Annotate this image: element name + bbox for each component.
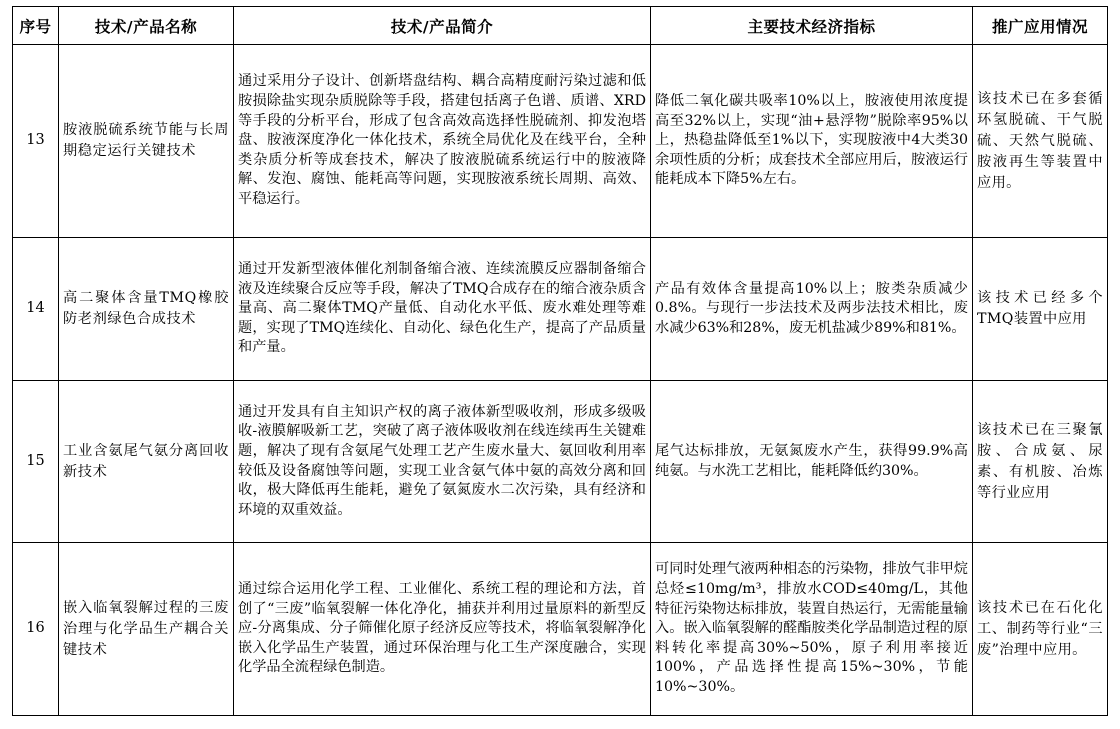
cell-name: 工业含氨尾气氨分离回收新技术 [59, 381, 234, 543]
cell-seq: 15 [13, 381, 59, 543]
table-row [13, 381, 1108, 543]
header-seq: 序号 [13, 7, 59, 45]
cell-seq: 16 [13, 543, 59, 716]
cell-usage: 该技术已在三聚氰胺、合成氨、尿素、有机胺、冶炼等行业应用 [973, 381, 1108, 543]
technology-table [12, 6, 1108, 716]
cell-name: 嵌入临氧裂解过程的三废治理与化学品生产耦合关键技术 [59, 543, 234, 716]
cell-usage: 该技术已经多个TMQ装置中应用 [973, 238, 1108, 381]
cell-usage: 该技术已在石化化工、制药等行业“三废”治理中应用。 [973, 543, 1108, 716]
cell-indicators: 产品有效体含量提高10%以上；胺类杂质减少0.8%。与现行一步法技术及两步法技术相比，废水减少63%和28%，废无机盐减少89%和81%。 [651, 238, 973, 381]
cell-intro: 通过采用分子设计、创新塔盘结构、耦合高精度耐污染过滤和低胺损除盐实现杂质脱除等手段，搭建包括离子色谱、质谱、XRD等手段的分析平台，形成了包含高效高选择性脱硫剂、抑发泡塔盘、胺液深度净化一体化技术，系统全局优化及在线平台，全种类杂质分析等成套技术，解决了胺液脱硫系统运行中的胺液降解、发泡、腐蚀、能耗高等问题，实现胺液系统长周期、高效、平稳运行。 [234, 45, 651, 238]
header-intro: 技术/产品简介 [234, 7, 651, 45]
cell-intro: 通过开发具有自主知识产权的离子液体新型吸收剂，形成多级吸收-液膜解吸新工艺，突破了离子液体吸收剂在线连续再生关键难题，解决了现有含氨尾气处理工艺产生废水量大、氨回收利用率较低及设备腐蚀等问题，实现工业含氨气体中氨的高效分离和回收，极大降低再生能耗，避免了氨氮废水二次污染，具有经济和环境的双重效益。 [234, 381, 651, 543]
table-header-row [13, 7, 1108, 45]
cell-intro: 通过开发新型液体催化剂制备缩合液、连续流膜反应器制备缩合液及连续聚合反应等手段，解决了TMQ合成存在的缩合液杂质含量高、高二聚体TMQ产量低、自动化水平低、废水难处理等难题，实现了TMQ连续化、自动化、绿色化生产，提高了产品质量和产量。 [234, 238, 651, 381]
table-row [13, 45, 1108, 238]
header-usage: 推广应用情况 [973, 7, 1108, 45]
cell-indicators: 可同时处理气液两种相态的污染物，排放气非甲烷总烃≤10mg/m³，排放水COD≤40mg/L，其他特征污染物达标排放，装置自热运行，无需能量输入。嵌入临氧裂解的醛酯胺类化学品制造过程的原料转化率提高30%~50%，原子利用率接近100%，产品选择性提高15%~30%，节能10%~30%。 [651, 543, 973, 716]
cell-seq: 13 [13, 45, 59, 238]
cell-usage: 该技术已在多套循环氢脱硫、干气脱硫、天然气脱硫、胺液再生等装置中应用。 [973, 45, 1108, 238]
header-indicators: 主要技术经济指标 [651, 7, 973, 45]
table-row [13, 543, 1108, 716]
header-name: 技术/产品名称 [59, 7, 234, 45]
cell-name: 胺液脱硫系统节能与长周期稳定运行关键技术 [59, 45, 234, 238]
cell-intro: 通过综合运用化学工程、工业催化、系统工程的理论和方法，首创了“三废”临氧裂解一体化净化，捕获并利用过量原料的新型反应-分离集成、分子筛催化原子经济反应等技术，将临氧裂解净化嵌入化学品生产装置，通过环保治理与化工生产深度融合，实现化学品全流程绿色制造。 [234, 543, 651, 716]
cell-indicators: 降低二氧化碳共吸率10%以上，胺液使用浓度提高至32%以上，实现“油+悬浮物”脱除率95%以上，热稳盐降低至1%以下，实现胺液中4大类30余项性质的分析；成套技术全部应用后，胺液运行能耗成本下降5%左右。 [651, 45, 973, 238]
table-row [13, 238, 1108, 381]
cell-indicators: 尾气达标排放，无氨氮废水产生，获得99.9%高纯氨。与水洗工艺相比，能耗降低约30%。 [651, 381, 973, 543]
cell-name: 高二聚体含量TMQ橡胶防老剂绿色合成技术 [59, 238, 234, 381]
cell-seq: 14 [13, 238, 59, 381]
